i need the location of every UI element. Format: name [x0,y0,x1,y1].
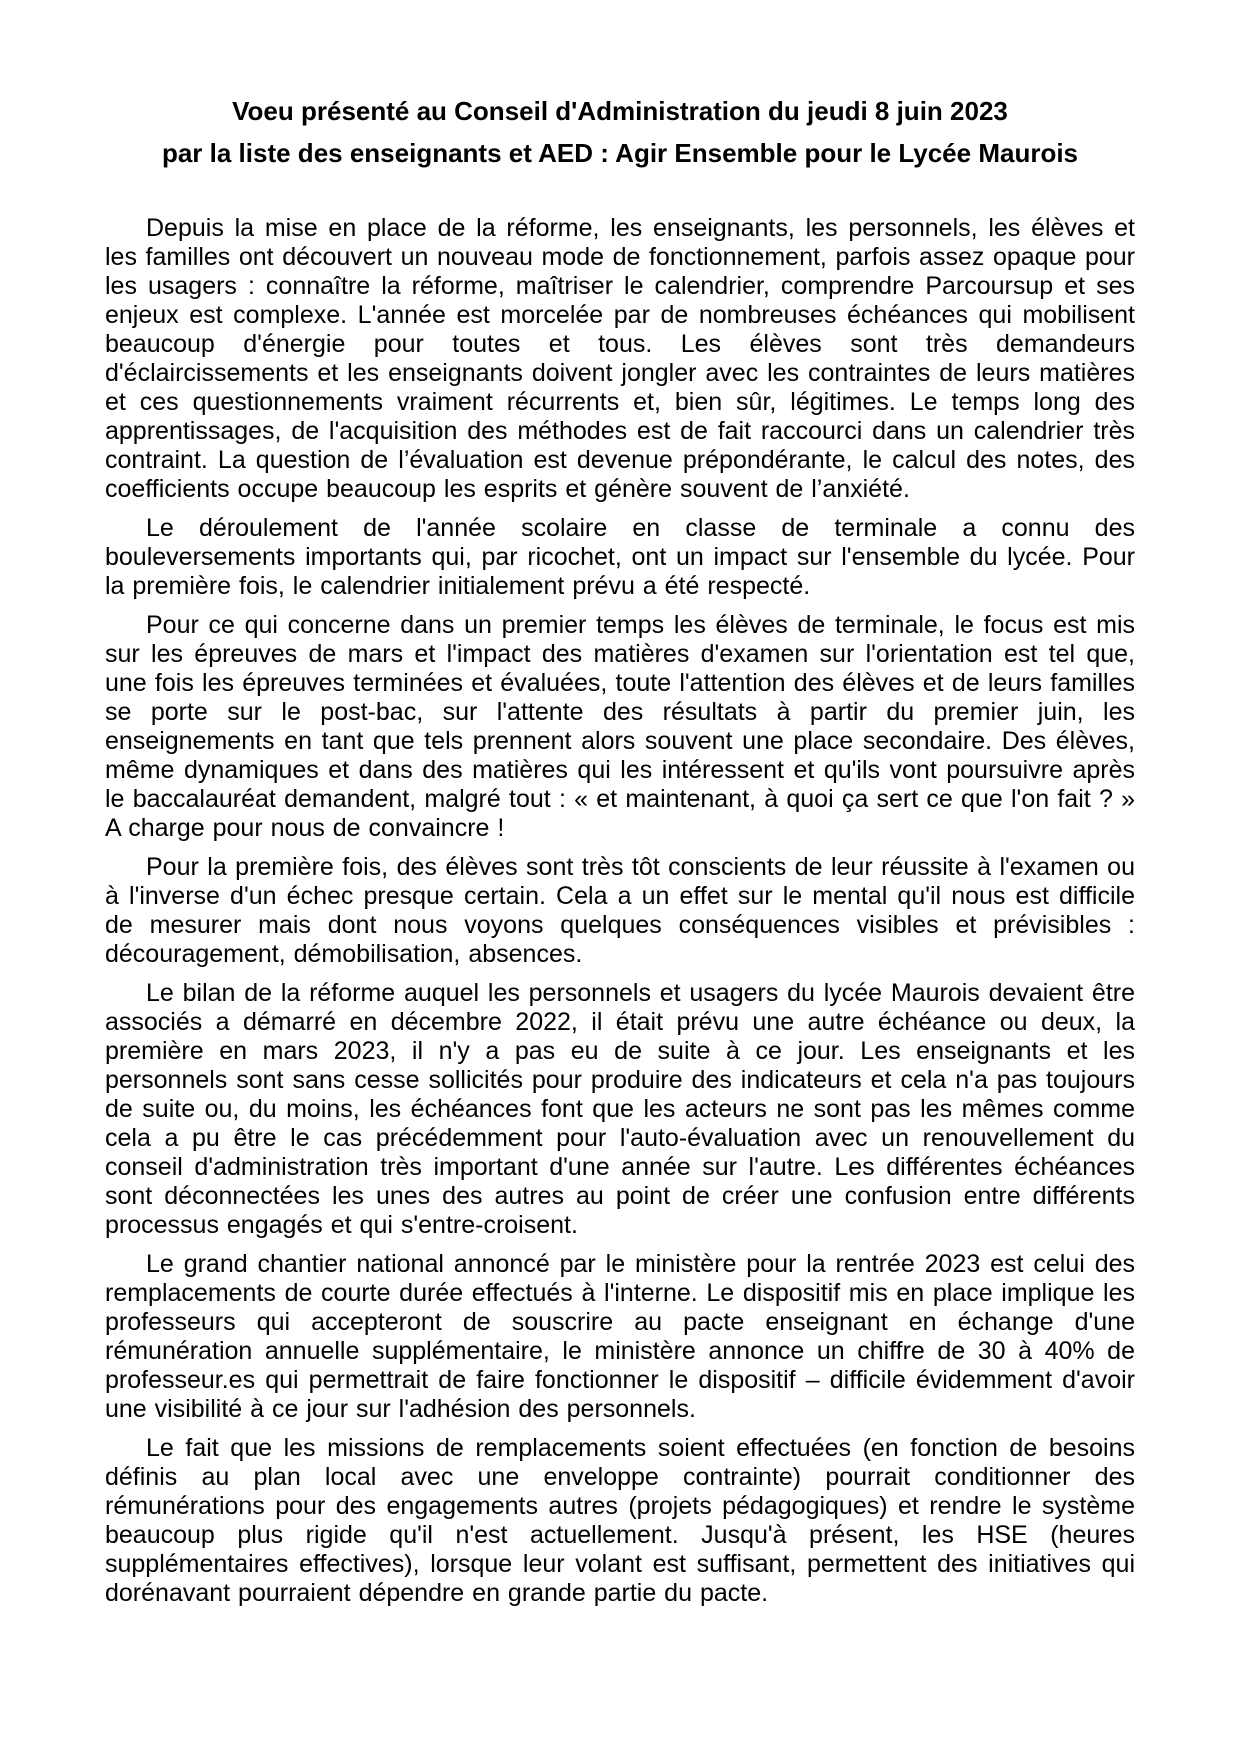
paragraph-reforme-decouverte: Depuis la mise en place de la réforme, les enseignants, les personnels, les élèves et les familles ont découvert un nouveau mode de fonctionnement, parfois assez opaque pour les usagers : connaître la réforme, maîtriser le calendrier, comprendre Parcoursup et ses enjeux est complexe. L'année est morcelée par de nombreuses échéances qui mobilisent beaucoup d'énergie pour toutes et tous. Les élèves sont très demandeurs d'éclaircissements et les enseignants doivent jongler avec les contraintes de leurs matières et ces questionnements vraiment récurrents et, bien sûr, légitimes. Le temps long des apprentissages, de l'acquisition des méthodes est de fait raccourci dans un calendrier très contraint. La question de l’évaluation est devenue prépondérante, le calcul des notes, des coefficients occupe beaucoup les esprits et génère souvent de l’anxiété. [105,214,1135,503]
paragraph-deroulement-annee: Le déroulement de l'année scolaire en classe de terminale a connu des bouleversements importants qui, par ricochet, ont un impact sur l'ensemble du lycée. Pour la première fois, le calendrier initialement prévu a été respecté. [105,514,1135,600]
paragraph-conscience-reussite: Pour la première fois, des élèves sont très tôt conscients de leur réussite à l'examen ou à l'inverse d'un échec presque certain. Cela a un effet sur le mental qu'il nous est difficile de mesurer mais dont nous voyons quelques conséquences visibles et prévisibles : découragement, démobilisation, absences. [105,853,1135,968]
document-body [105,214,1135,1608]
paragraph-bilan-reforme: Le bilan de la réforme auquel les personnels et usagers du lycée Maurois devaient être associés a démarré en décembre 2022, il était prévu une autre échéance ou deux, la première en mars 2023, il n'y a pas eu de suite à ce jour. Les enseignants et les personnels sont sans cesse sollicités pour produire des indicateurs et cela n'a pas toujours de suite ou, du moins, les échéances font que les acteurs ne sont pas les mêmes comme cela a pu être le cas précédemment pour l'auto-évaluation avec un renouvellement du conseil d'administration très important d'une année sur l'autre. Les différentes échéances sont déconnectées les unes des autres au point de créer une confusion entre différents processus engagés et qui s'entre-croisent. [105,979,1135,1239]
paragraph-chantier-remplacements: Le grand chantier national annoncé par le ministère pour la rentrée 2023 est celui des remplacements de courte durée effectués à l'interne. Le dispositif mis en place implique les professeurs qui accepteront de souscrire au pacte enseignant en échange d'une rémunération annuelle supplémentaire, le ministère annonce un chiffre de 30 à 40% de professeur.es qui permettrait de faire fonctionner le dispositif – difficile évidemment d'avoir une visibilité à ce jour sur l'adhésion des personnels. [105,1250,1135,1423]
document-title-line-2: par la liste des enseignants et AED : Agir Ensemble pour le Lycée Maurois [161,138,1079,168]
paragraph-missions-remplacements: Le fait que les missions de remplacements soient effectuées (en fonction de besoins définis au plan local avec une enveloppe contrainte) pourrait conditionner des rémunérations pour des engagements autres (projets pédagogiques) et rendre le système beaucoup plus rigide qu'il n'est actuellement. Jusqu'à présent, les HSE (heures supplémentaires effectives), lorsque leur volant est suffisant, permettent des initiatives qui dorénavant pourraient dépendre en grande partie du pacte. [105,1434,1135,1607]
paragraph-eleves-terminale: Pour ce qui concerne dans un premier temps les élèves de terminale, le focus est mis sur les épreuves de mars et l'impact des matières d'examen sur l'orientation est tel que, une fois les épreuves terminées et évaluées, toute l'attention des élèves et de leurs familles se porte sur le post-bac, sur l'attente des résultats à partir du premier juin, les enseignements en tant que tels prennent alors souvent une place secondaire. Des élèves, même dynamiques et dans des matières qui les intéressent et qu'ils vont poursuivre après le baccalauréat demandent, malgré tout : « et maintenant, à quoi ça sert ce que l'on fait ? » A charge pour nous de convaincre ! [105,611,1135,842]
document-title-line-1: Voeu présenté au Conseil d'Administration du jeudi 8 juin 2023 [232,96,1008,126]
